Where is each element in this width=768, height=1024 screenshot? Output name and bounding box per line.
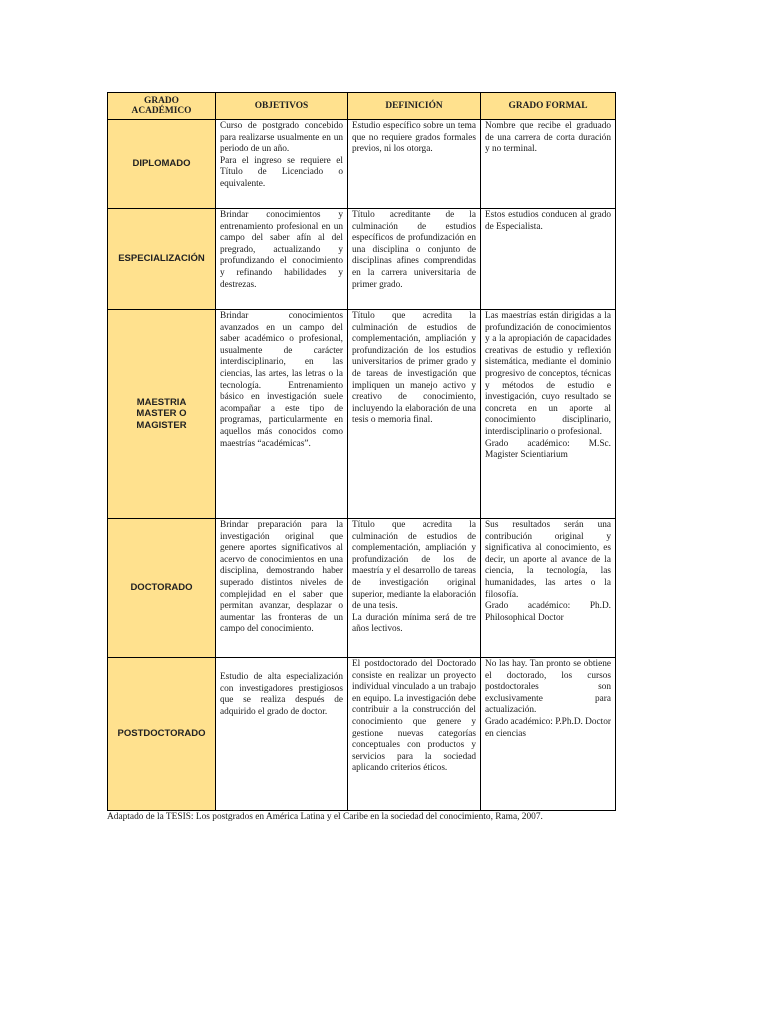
cell-grado-formal xyxy=(481,519,616,658)
cell-paragraph: Estos estudios conducen al grado de Especialista. xyxy=(485,210,611,232)
cell-paragraph: No las hay. Tan pronto se obtiene el doctorado, los cursos postdoctorales son exclusivamente para actualización. xyxy=(485,659,611,716)
cell-definicion xyxy=(348,209,481,310)
cell-grado-formal xyxy=(481,209,616,310)
row-label-line: MAESTRIA xyxy=(136,396,187,408)
cell-paragraph: Título que acredita la culminación de estudios de complementación, ampliación y profundización de los de maestría y el desarrollo de tareas de investigación original superior, mediante la elaboración de una tesis. xyxy=(352,520,476,612)
row-label-line: DOCTORADO xyxy=(130,582,193,594)
cell-definicion xyxy=(348,519,481,658)
header-grado-academico-line: GRADO xyxy=(144,96,179,106)
cell-paragraph: Sus resultados serán una contribución original y significativa al conocimiento, es decir, un aporte al avance de la ciencia, la tecnología, las humanidades, las artes o la filosofía. xyxy=(485,520,611,600)
table-row xyxy=(108,658,616,811)
cell-paragraph: Grado académico: P.Ph.D. Doctor en ciencias xyxy=(485,716,611,739)
cell-objetivos xyxy=(216,310,348,519)
cell-paragraph: Brindar conocimientos avanzados en un campo del saber académico o profesional, usualmente de carácter interdisciplinario, en las ciencias, las artes, las letras o la tecnología. Entrenamiento básico en investigación suele acompañar a este tipo de programas, particularmente en aquellos más conocidos como maestrías “académicas”. xyxy=(220,311,343,449)
cell-grado-formal xyxy=(481,658,616,811)
table-row xyxy=(108,209,616,310)
cell-paragraph: Estudio específico sobre un tema que no requiere grados formales previos, ni los otorga. xyxy=(352,121,476,155)
row-label-line: DIPLOMADO xyxy=(132,158,191,170)
cell-paragraph: La duración mínima será de tre años lectivos. xyxy=(352,612,476,635)
cell-paragraph: Grado académico: M.Sc. Magister Scientiarium xyxy=(485,438,611,461)
cell-paragraph: Para el ingreso se requiere el Título de Licenciado o equivalente. xyxy=(220,155,343,189)
cell-paragraph: Grado académico: Ph.D. Philosophical Doctor xyxy=(485,601,611,623)
postgraduate-degrees-table xyxy=(107,92,616,811)
header-grado-academico-line: ACADÉMICO xyxy=(131,106,192,116)
header-row xyxy=(108,93,616,120)
cell-objetivos xyxy=(216,120,348,209)
row-label-line: ESPECIALIZACIÓN xyxy=(118,253,205,265)
cell-paragraph: Estudio de alta especialización con investigadores prestigiosos que se realiza después de adquirido el grado de doctor. xyxy=(220,672,343,717)
header-grado-formal: GRADO FORMAL xyxy=(481,93,616,120)
cell-grado-formal xyxy=(481,120,616,209)
row-label-diplomado xyxy=(108,120,216,209)
cell-paragraph: Las maestrías están dirigidas a la profundización de conocimientos y a la apropiación de capacidades creativas de estudio y reflexión sistemática, mediante el dominio progresivo de conceptos, técnicas y métodos de estudio e investigación, cuyo resultado se concreta en un aporte al conocimiento disciplinario, interdisciplinario o profesional. xyxy=(485,311,611,437)
row-label-especializacion xyxy=(108,209,216,310)
row-label-line: MASTER O xyxy=(136,408,187,420)
row-label-doctorado xyxy=(108,519,216,658)
table-row xyxy=(108,519,616,658)
row-label-maestria xyxy=(108,310,216,519)
cell-paragraph: Título acreditante de la culminación de estudios específicos de profundización en una disciplina o conjunto de disciplinas afines comprendidas en la carrera universitaria de primer grado. xyxy=(352,210,476,290)
table-row xyxy=(108,310,616,519)
cell-objetivos xyxy=(216,658,348,811)
header-grado-academico xyxy=(108,93,216,120)
cell-grado-formal xyxy=(481,310,616,519)
cell-definicion xyxy=(348,310,481,519)
row-label-line: MAGISTER xyxy=(136,419,187,431)
source-caption: Adaptado de la TESIS: Los postgrados en América Latina y el Caribe en la sociedad del conocimiento, Rama, 2007. xyxy=(107,812,543,822)
cell-definicion xyxy=(348,120,481,209)
cell-objetivos xyxy=(216,519,348,658)
cell-paragraph: El postdoctorado del Doctorado consiste en realizar un proyecto individual vinculado a un trabajo en equipo. La investigación debe contribuir a la construcción del conocimiento que genere y gestione nuevas categorías conceptuales con productos y servicios para la sociedad aplicando criterios éticos. xyxy=(352,659,476,774)
cell-paragraph: Brindar conocimientos y entrenamiento profesional en un campo del saber afín al del pregrado, actualizando y profundizando el conocimiento y refinando habilidades y destrezas. xyxy=(220,210,343,290)
row-label-line: POSTDOCTORADO xyxy=(117,728,206,740)
cell-objetivos xyxy=(216,209,348,310)
row-label-postdoctorado xyxy=(108,658,216,811)
table-row xyxy=(108,120,616,209)
cell-definicion xyxy=(348,658,481,811)
cell-paragraph: Curso de postgrado concebido para realizarse usualmente en un periodo de un año. xyxy=(220,121,343,155)
header-objetivos: OBJETIVOS xyxy=(216,93,348,120)
cell-paragraph: Título que acredita la culminación de estudios de complementación, ampliación y profundización de los estudios universitarios de primer grado y de tareas de investigación que impliquen un manejo activo y creativo de conocimiento, incluyendo la elaboración de una tesis o memoria final. xyxy=(352,311,476,426)
cell-paragraph: Brindar preparación para la investigación original que genere aportes significativos al acervo de conocimientos en una disciplina, demostrando haber superado distintos niveles de complejidad en el saber que permitan avanzar, desplazar o aumentar las fronteras de un campo del conocimiento. xyxy=(220,520,343,635)
header-definicion: DEFINICIÓN xyxy=(348,93,481,120)
cell-paragraph: Nombre que recibe el graduado de una carrera de corta duración y no terminal. xyxy=(485,121,611,155)
